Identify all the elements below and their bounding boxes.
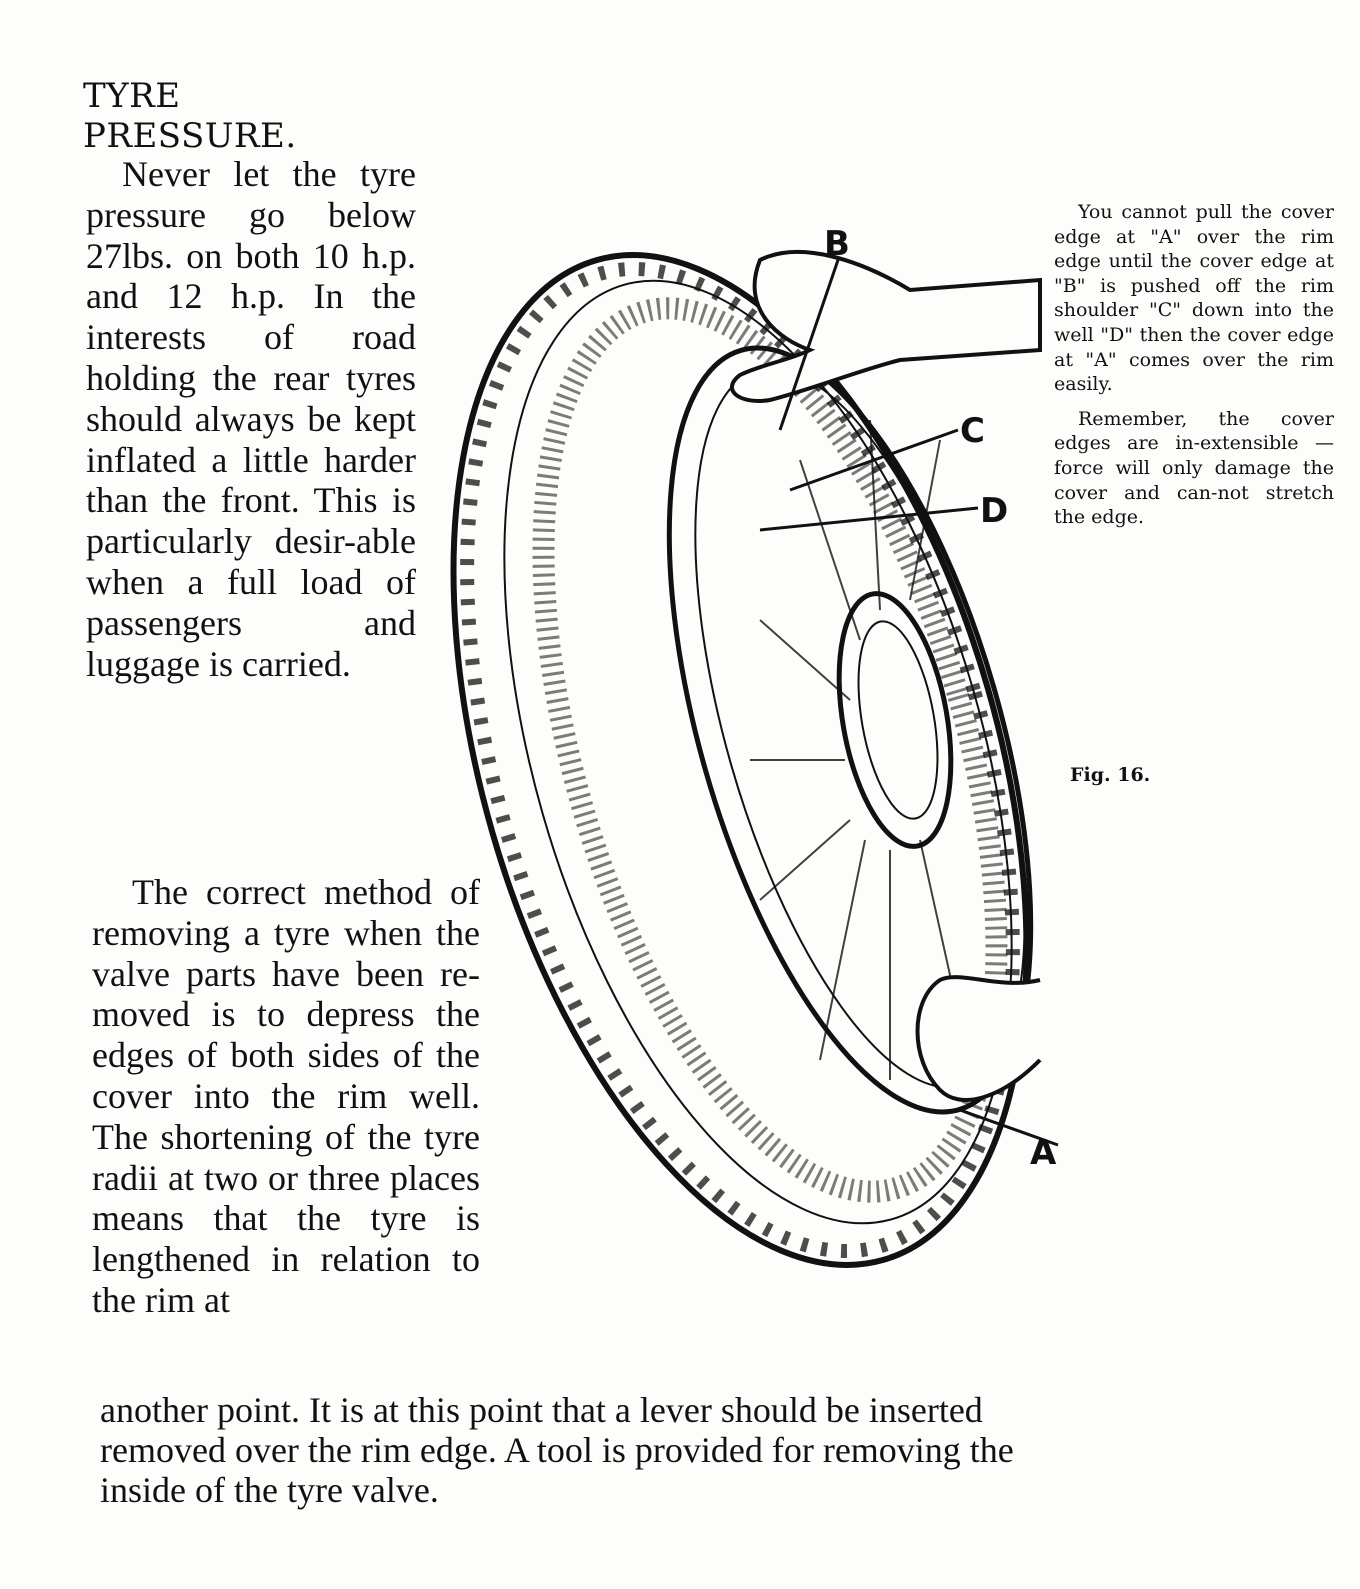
callout-a: A — [1030, 1133, 1057, 1173]
section-heading — [83, 76, 443, 156]
heading-line-1: TYRE — [83, 76, 181, 116]
tyre-removal-paragraph: The correct method of removing a tyre when the valve parts have been re-moved is to depress the edges of both sides of the cover into the rim well. The shortening of the tyre radii at two or three places means that the tyre is lengthened in relation to the rim at — [92, 872, 480, 1320]
callout-b: B — [824, 224, 850, 264]
figure-number: Fig. 16. — [1070, 764, 1151, 786]
callout-d: D — [980, 491, 1009, 531]
tyre-removal-text — [92, 872, 480, 1321]
figure-caption — [1054, 200, 1334, 540]
tyre-pressure-text — [86, 154, 416, 684]
tyre-drawing — [349, 189, 1132, 1331]
callout-c: C — [960, 411, 985, 451]
caption-paragraph-2: Remember, the cover edges are in-extensible — force will only damage the cover and can-not stretch the edge. — [1054, 407, 1334, 529]
continuation-line-2: removed over the rim edge. A tool is provided for removing the — [100, 1430, 1014, 1470]
caption-paragraph-1: You cannot pull the cover edge at "A" over the rim edge until the cover edge at "B" is pushed off the rim shoulder "C" down into the well "D" then the cover edge at "A" comes over the rim easily. — [1054, 201, 1334, 396]
tyre-removal-continuation — [100, 1390, 1250, 1510]
heading-line-2: PRESSURE. — [83, 116, 297, 156]
tyre-pressure-paragraph: Never let the tyre pressure go below 27lbs. on both 10 h.p. and 12 h.p. In the interests of road holding the rear tyres should always be kept inflated a little harder than the front. This is particularly desir-able when a full load of passengers and luggage is carried. — [86, 154, 416, 684]
continuation-line-3: inside of the tyre valve. — [100, 1470, 439, 1510]
tyre-removal-illustration — [440, 200, 1057, 1320]
continuation-line-1: another point. It is at this point that a lever should be inserted — [100, 1390, 983, 1430]
